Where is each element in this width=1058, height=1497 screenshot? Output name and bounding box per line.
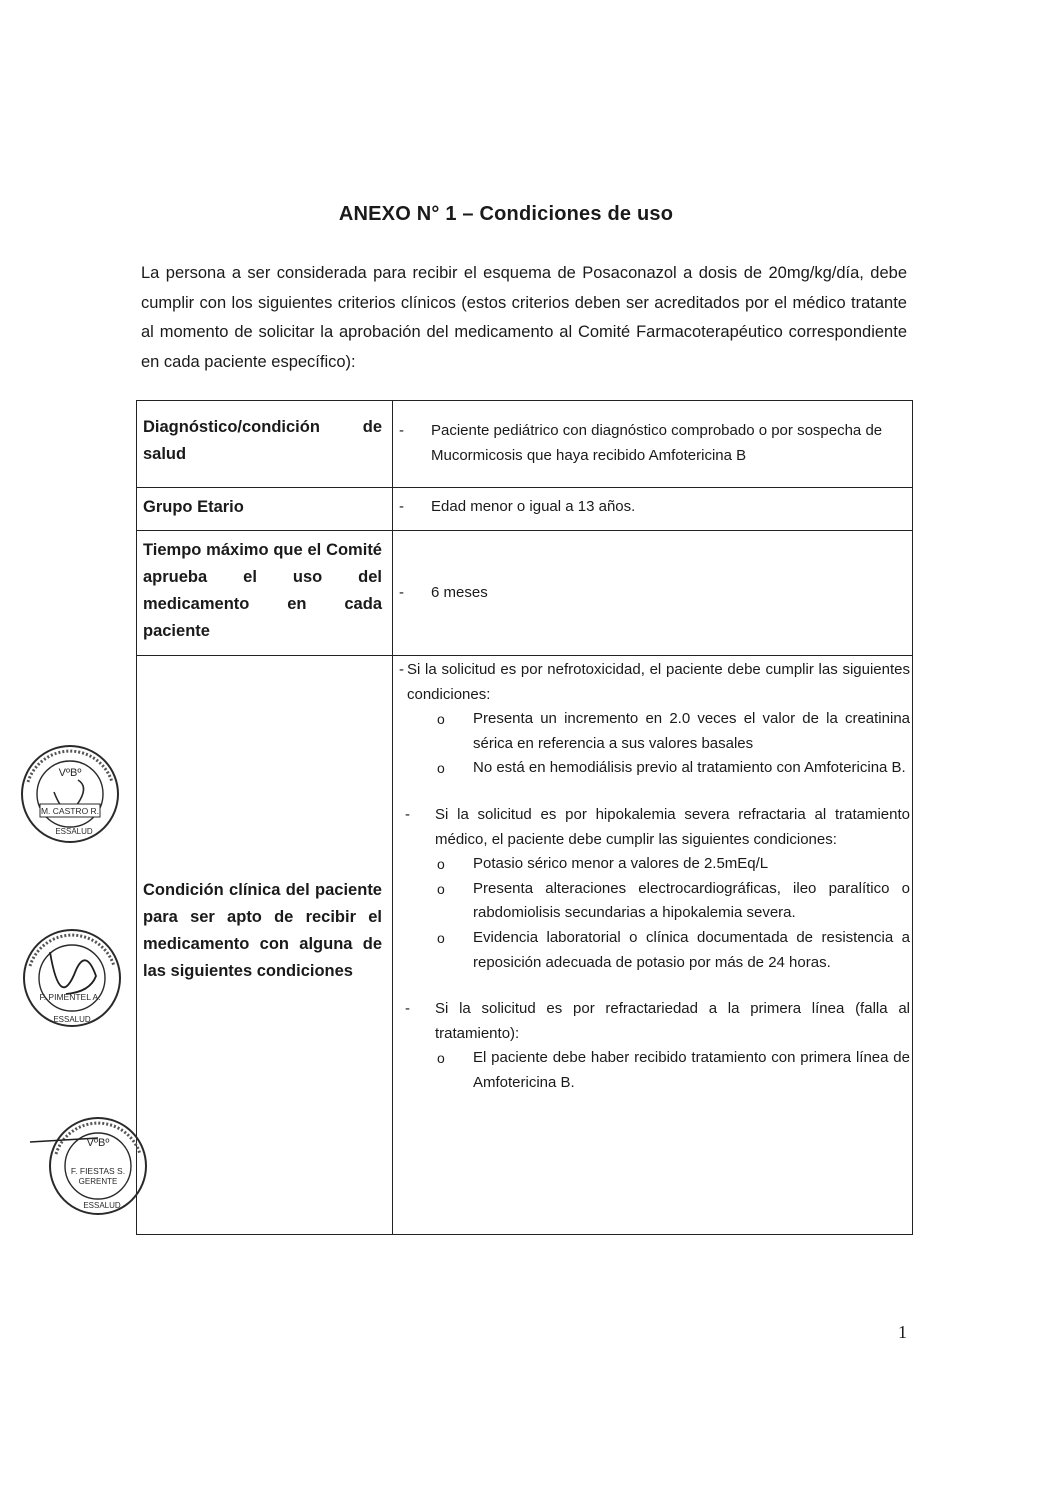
dash-marker: - [399, 498, 404, 515]
svg-text:ESSALUD: ESSALUD [83, 1201, 121, 1210]
list-item [435, 756, 910, 781]
dash-marker: - [405, 805, 410, 823]
bullet-icon: o [437, 760, 445, 777]
condition-section-nefrotoxicity [399, 658, 910, 781]
list-item [435, 926, 910, 975]
row-label: Diagnóstico/condición de salud [143, 418, 382, 463]
svg-text:ESSALUD: ESSALUD [55, 827, 93, 836]
intro-paragraph: La persona a ser considerada para recibir el esquema de Posaconazol a dosis de 20mg/kg/día, debe cumplir con los siguientes criterios clínicos (estos criterios deben ser acreditados por el médico tratante al momento de solicitar la aprobación del medicamento al Comité Farmacoterapéutico correspondiente en cada paciente específico): [141, 264, 907, 371]
table-row [137, 656, 913, 1235]
table-row [137, 401, 913, 488]
row-value-cell [393, 401, 913, 488]
criteria-table [136, 400, 913, 1235]
row-value: Paciente pediátrico con diagnóstico comprobado o por sospecha de Mucormicosis que haya recibido Amfotericina B [431, 422, 883, 464]
list-item-text: El paciente debe haber recibido tratamiento con primera línea de Amfotericina B. [473, 1049, 910, 1091]
conditions-list [393, 656, 912, 1096]
table-row [137, 488, 913, 531]
row-label: Tiempo máximo que el Comité aprueba el uso del medicamento en cada paciente [143, 541, 382, 640]
row-value-cell [393, 531, 913, 656]
row-value: Edad menor o igual a 13 años. [431, 498, 636, 515]
row-label-cell [137, 401, 393, 488]
row-value-cell [393, 488, 913, 531]
table-row [137, 531, 913, 656]
row-label-cell [137, 656, 393, 1235]
svg-text:GERENTE: GERENTE [78, 1177, 118, 1186]
circular-seal-icon [18, 742, 122, 846]
section-heading: Si la solicitud es por refractariedad a la primera línea (falla al tratamiento): [435, 1000, 910, 1042]
list-item [435, 852, 910, 877]
row-label: Condición clínica del paciente para ser apto de recibir el medicamento con alguna de las siguientes condiciones [143, 881, 382, 980]
row-value: 6 meses [431, 583, 488, 601]
bullet-icon: o [437, 856, 445, 873]
row-value-cell [393, 656, 913, 1235]
condition-section-refractoriness [399, 997, 910, 1095]
page-title: ANEXO N° 1 – Condiciones de uso [338, 203, 674, 225]
list-item [435, 1046, 910, 1095]
svg-text:M. CASTRO R.: M. CASTRO R. [40, 806, 100, 816]
section-heading: Si la solicitud es por hipokalemia severa refractaria al tratamiento médico, el paciente debe cumplir las siguientes condiciones: [435, 805, 910, 848]
list-item-text: Potasio sérico menor a valores de 2.5mEq/L [473, 855, 769, 873]
row-label-cell [137, 531, 393, 656]
list-item [435, 877, 910, 926]
svg-text:VºBº: VºBº [86, 1137, 110, 1149]
condition-section-hypokalemia [399, 803, 910, 975]
svg-text:ESSALUD: ESSALUD [53, 1015, 91, 1024]
dash-marker: - [405, 1000, 410, 1018]
section-heading: Si la solicitud es por nefrotoxicidad, el paciente debe cumplir las siguientes condiciones: [407, 661, 910, 703]
list-item-text: Presenta alteraciones electrocardiográficas, ileo paralítico o rabdomiolisis secundarias a hipokalemia severa. [473, 879, 910, 922]
circular-seal-icon [26, 1110, 154, 1222]
svg-text:F. FIESTAS S.: F. FIESTAS S. [70, 1166, 126, 1176]
list-item [435, 707, 910, 756]
bullet-icon: o [437, 711, 445, 728]
bullet-icon: o [437, 1050, 445, 1067]
dash-marker: - [399, 583, 404, 601]
svg-text:F. PIMENTEL A.: F. PIMENTEL A. [39, 992, 101, 1002]
page-number: 1 [898, 1322, 907, 1342]
svg-text:VºBº: VºBº [58, 767, 82, 779]
circular-seal-icon [20, 922, 124, 1034]
bullet-icon: o [437, 929, 445, 946]
row-label-cell [137, 488, 393, 531]
dash-marker: - [399, 661, 404, 678]
list-item-text: Evidencia laboratorial o clínica documentada de resistencia a reposición adecuada de potasio por más de 24 horas. [473, 928, 910, 971]
list-item-text: No está en hemodiálisis previo al tratamiento con Amfotericina B. [473, 759, 906, 777]
row-label: Grupo Etario [143, 498, 244, 516]
bullet-icon: o [437, 880, 445, 897]
list-item-text: Presenta un incremento en 2.0 veces el valor de la creatinina sérica en referencia a sus valores basales [473, 710, 910, 752]
dash-marker: - [399, 422, 404, 439]
